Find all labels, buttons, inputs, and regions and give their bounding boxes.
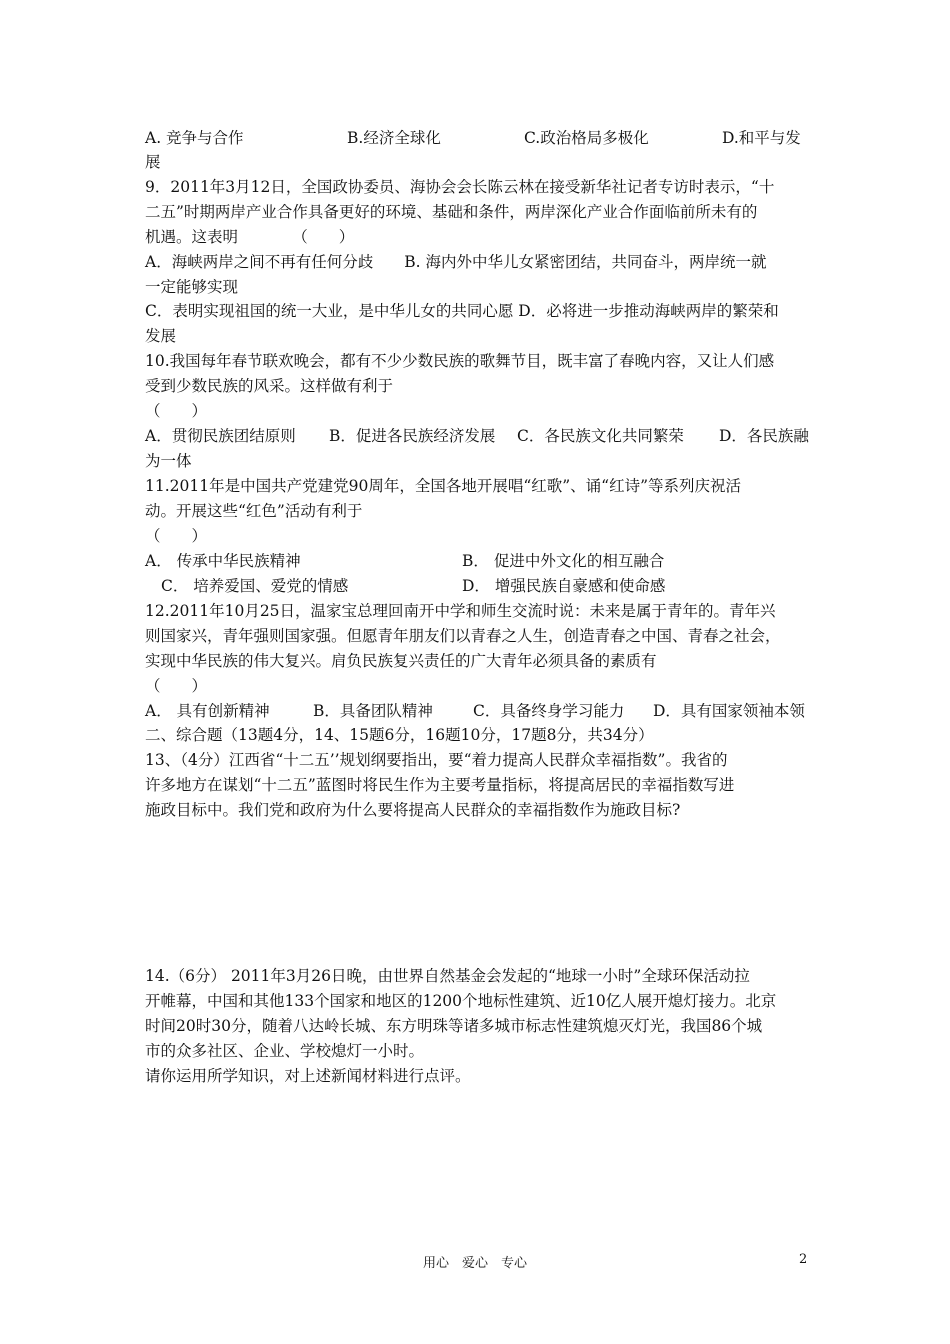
- q12-stem-line1: 12.2011年10月25日，温家宝总理回南开中学和师生交流时说：未来是属于青年的。青年兴: [145, 602, 776, 620]
- q9-stem-line3: 机遇。这表明 （ ）: [145, 228, 355, 246]
- q12-stem-line3: 实现中华民族的伟大复兴。肩负民族复兴责任的广大青年必须具备的素质有: [145, 652, 657, 670]
- q8-option-d: D.和平与发: [722, 129, 801, 147]
- q9-stem-line2: 二五”时期两岸产业合作具备更好的环境、基础和条件，两岸深化产业合作面临前所未有的: [145, 203, 758, 221]
- q8-option-b: B.经济全球化: [347, 129, 441, 147]
- q10-answer-bracket: （ ）: [145, 402, 208, 420]
- q14-line4: 市的众多社区、企业、学校熄灯一小时。: [145, 1042, 425, 1060]
- q10-option-d: D．各民族融: [719, 427, 809, 445]
- q11-stem-line1: 11.2011年是中国共产党建党90周年，全国各地开展唱“红歌”、诵“红诗”等系列庆祝活: [145, 477, 742, 495]
- q12-stem-line2: 则国家兴，青年强则国家强。但愿青年朋友们以青春之人生，创造青春之中国、青春之社会，: [145, 627, 781, 645]
- q11-option-b: B． 促进中外文化的相互融合: [462, 552, 665, 570]
- q10-option-d-wrap: 为一体: [145, 452, 192, 470]
- q11-option-d: D． 增强民族自豪感和使命感: [462, 577, 666, 595]
- q9-options-line2: 一定能够实现: [145, 278, 239, 296]
- q10-option-a: A．贯彻民族团结原则: [145, 427, 296, 445]
- q11-answer-bracket: （ ）: [145, 527, 208, 545]
- q9-stem-line1: 9．2011年3月12日，全国政协委员、海协会会长陈云林在接受新华社记者专访时表示，“十: [145, 178, 775, 196]
- q12-option-b: B．具备团队精神: [313, 702, 433, 720]
- q8-option-d-wrap: 展: [145, 153, 161, 171]
- q13-line2: 许多地方在谋划“十二五”蓝图时将民生作为主要考量指标，将提高居民的幸福指数写进: [145, 776, 735, 794]
- q12-answer-bracket: （ ）: [145, 677, 208, 695]
- q14-line5: 请你运用所学知识，对上述新闻材料进行点评。: [145, 1067, 471, 1085]
- q10-stem-line1: 10.我国每年春节联欢晚会，都有不少少数民族的歌舞节目，既丰富了春晚内容，又让人们感: [145, 352, 775, 370]
- q12-option-c: C．具备终身学习能力: [473, 702, 625, 720]
- q8-option-c: C.政治格局多极化: [524, 129, 649, 147]
- q9-options-line3: C．表明实现祖国的统一大业，是中华儿女的共同心愿 D．必将进一步推动海峡两岸的繁荣和: [145, 302, 779, 320]
- page-number: 2: [799, 1252, 808, 1267]
- q8-option-a: A. 竞争与合作: [145, 129, 244, 147]
- page-footer: 用心 爱心 专心: [422, 1256, 527, 1271]
- q13-line1: 13、（4分）江西省“十二五’’规划纲要指出，要“着力提高人民群众幸福指数”。我省的: [145, 751, 728, 769]
- q14-line3: 时间20时30分，随着八达岭长城、东方明珠等诸多城市标志性建筑熄灭灯光，我国86个城: [145, 1017, 763, 1035]
- q10-option-c: C．各民族文化共同繁荣: [517, 427, 684, 445]
- q13-line3: 施政目标中。我们党和政府为什么要将提高人民群众的幸福指数作为施政目标?: [145, 801, 681, 819]
- q12-option-a: A． 具有创新精神: [145, 702, 270, 720]
- q10-stem-line2: 受到少数民族的风采。这样做有利于: [145, 377, 394, 395]
- q9-options-line4: 发展: [145, 327, 177, 345]
- q11-option-a: A． 传承中华民族精神: [145, 552, 301, 570]
- section2-heading: 二、综合题（13题4分，14、15题6分，16题10分，17题8分，共34分）: [145, 726, 654, 744]
- q11-option-c: C． 培养爱国、爱党的情感: [161, 577, 349, 595]
- q10-option-b: B．促进各民族经济发展: [329, 427, 496, 445]
- q12-option-d: D．具有国家领袖本领: [653, 702, 805, 720]
- q9-options-line1: A．海峡两岸之间不再有任何分歧 B. 海内外中华儿女紧密团结，共同奋斗，两岸统一就: [145, 253, 767, 271]
- q14-line2: 开帷幕，中国和其他133个国家和地区的1200个地标性建筑、近10亿人展开熄灯接力。北京: [145, 992, 777, 1010]
- q14-line1: 14.（6分） 2011年3月26日晚，由世界自然基金会发起的“地球一小时”全球环保活动拉: [145, 967, 750, 985]
- q11-stem-line2: 动。开展这些“红色”活动有利于: [145, 502, 363, 520]
